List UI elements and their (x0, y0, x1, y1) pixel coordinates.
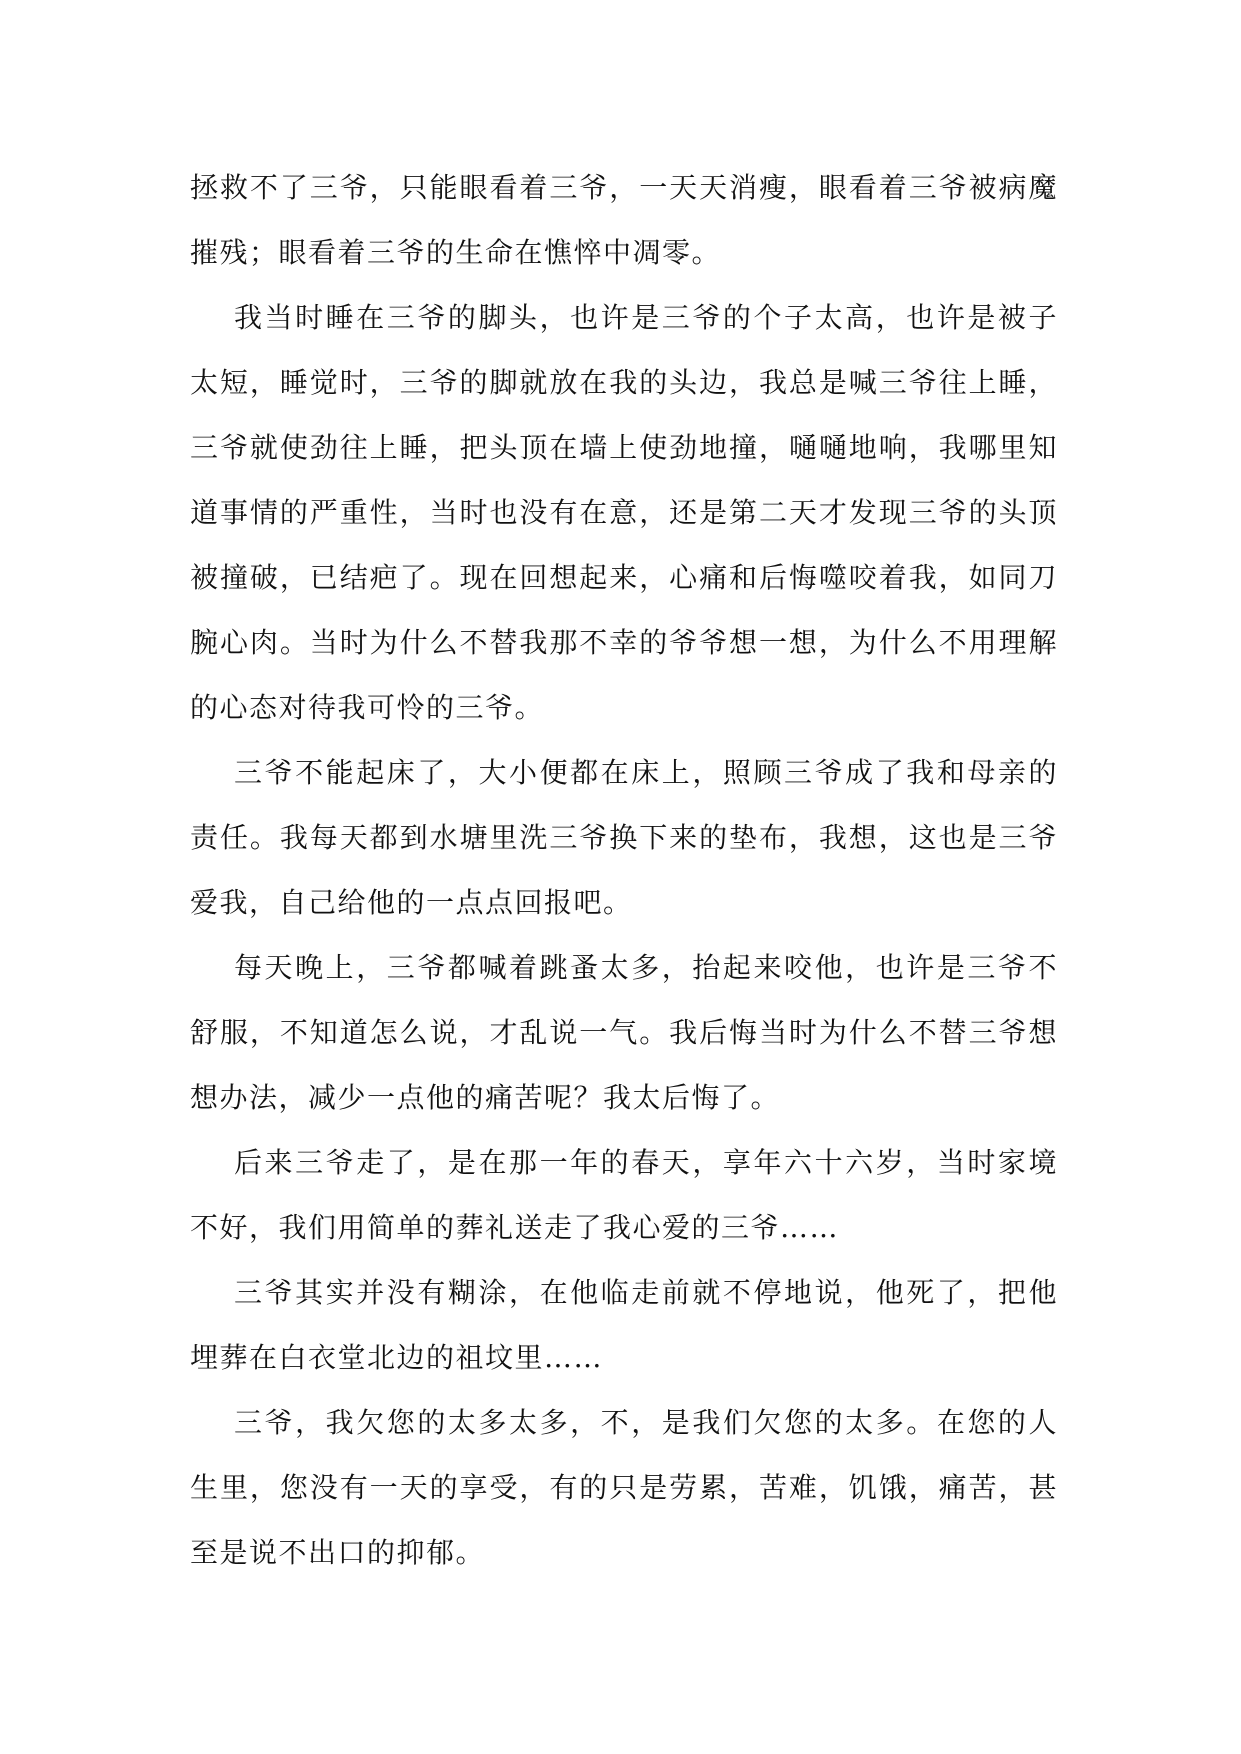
paragraph-6: 三爷其实并没有糊涂，在他临走前就不停地说，他死了，把他埋葬在白衣堂北边的祖坟里…… (190, 1276, 1058, 1374)
paragraph-1: 拯救不了三爷，只能眼看着三爷，一天天消瘦，眼看着三爷被病魔摧残；眼看着三爷的生命在憔悴中凋零。 (190, 171, 1058, 269)
paragraph-3: 三爷不能起床了，大小便都在床上，照顾三爷成了我和母亲的责任。我每天都到水塘里洗三爷换下来的垫布，我想，这也是三爷爱我，自己给他的一点点回报吧。 (190, 756, 1058, 919)
paragraph-2: 我当时睡在三爷的脚头，也许是三爷的个子太高，也许是被子太短，睡觉时，三爷的脚就放在我的头边，我总是喊三爷往上睡，三爷就使劲往上睡，把头顶在墙上使劲地撞，嗵嗵地响，我哪里知道事情的严重性，当时也没有在意，还是第二天才发现三爷的头顶被撞破，已结疤了。现在回想起来，心痛和后悔噬咬着我，如同刀腕心肉。当时为什么不替我那不幸的爷爷想一想，为什么不用理解的心态对待我可怜的三爷。 (190, 301, 1058, 724)
paragraph-5: 后来三爷走了，是在那一年的春天，享年六十六岁，当时家境不好，我们用简单的葬礼送走了我心爱的三爷…… (190, 1146, 1058, 1244)
body-text (190, 155, 1058, 1585)
paragraph-7: 三爷，我欠您的太多太多，不，是我们欠您的太多。在您的人生里，您没有一天的享受，有的只是劳累，苦难，饥饿，痛苦，甚至是说不出口的抑郁。 (190, 1406, 1058, 1569)
paragraph-4: 每天晚上，三爷都喊着跳蚤太多，抬起来咬他，也许是三爷不舒服，不知道怎么说，才乱说一气。我后悔当时为什么不替三爷想想办法，减少一点他的痛苦呢？我太后悔了。 (190, 951, 1058, 1114)
